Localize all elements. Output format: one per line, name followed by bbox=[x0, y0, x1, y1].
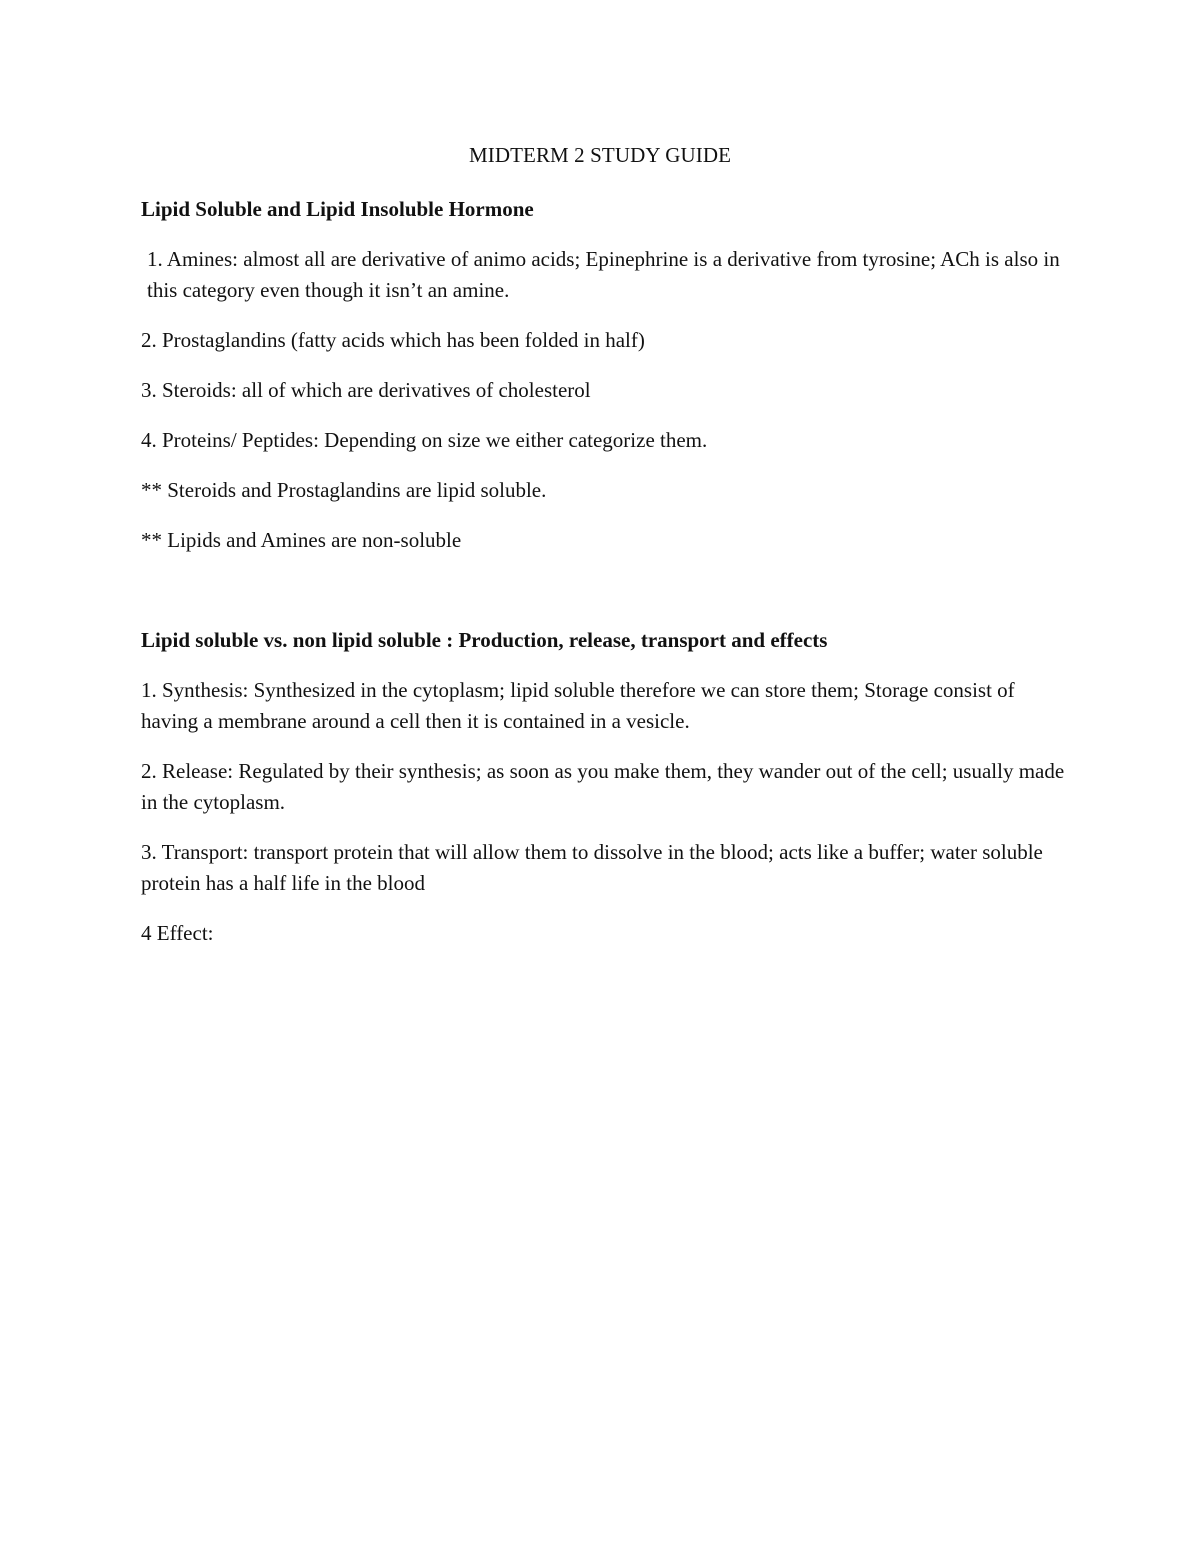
paragraph-amines: 1. Amines: almost all are derivative of animo acids; Epinephrine is a derivative from tyrosine; ACh is also in this category even though it isn’t an amine. bbox=[147, 247, 1060, 302]
note-non-soluble: ** Lipids and Amines are non-soluble bbox=[141, 528, 462, 552]
paragraph-steroids: 3. Steroids: all of which are derivatives of cholesterol bbox=[141, 378, 591, 402]
paragraph-effect: 4 Effect: bbox=[141, 921, 214, 945]
paragraph-synthesis: 1. Synthesis: Synthesized in the cytoplasm; lipid soluble therefore we can store them; Storage consist of having a membrane around a cell then it is contained in a vesicle. bbox=[141, 678, 1015, 733]
section-spacer bbox=[141, 575, 1071, 625]
paragraph-release: 2. Release: Regulated by their synthesis; as soon as you make them, they wander out of the cell; usually made in the cytoplasm. bbox=[141, 759, 1065, 814]
section-heading-lipid-hormones: Lipid Soluble and Lipid Insoluble Hormone bbox=[141, 197, 534, 221]
note-lipid-soluble: ** Steroids and Prostaglandins are lipid soluble. bbox=[141, 478, 547, 502]
section-heading-production-release: Lipid soluble vs. non lipid soluble : Production, release, transport and effects bbox=[141, 628, 828, 652]
paragraph-prostaglandins: 2. Prostaglandins (fatty acids which has been folded in half) bbox=[141, 328, 645, 352]
paragraph-transport: 3. Transport: transport protein that will allow them to dissolve in the blood; acts like a buffer; water soluble protein has a half life in the blood bbox=[141, 840, 1043, 895]
paragraph-proteins: 4. Proteins/ Peptides: Depending on size we either categorize them. bbox=[141, 428, 708, 452]
document-body bbox=[141, 194, 1071, 968]
document-title: MIDTERM 2 STUDY GUIDE bbox=[468, 143, 732, 167]
